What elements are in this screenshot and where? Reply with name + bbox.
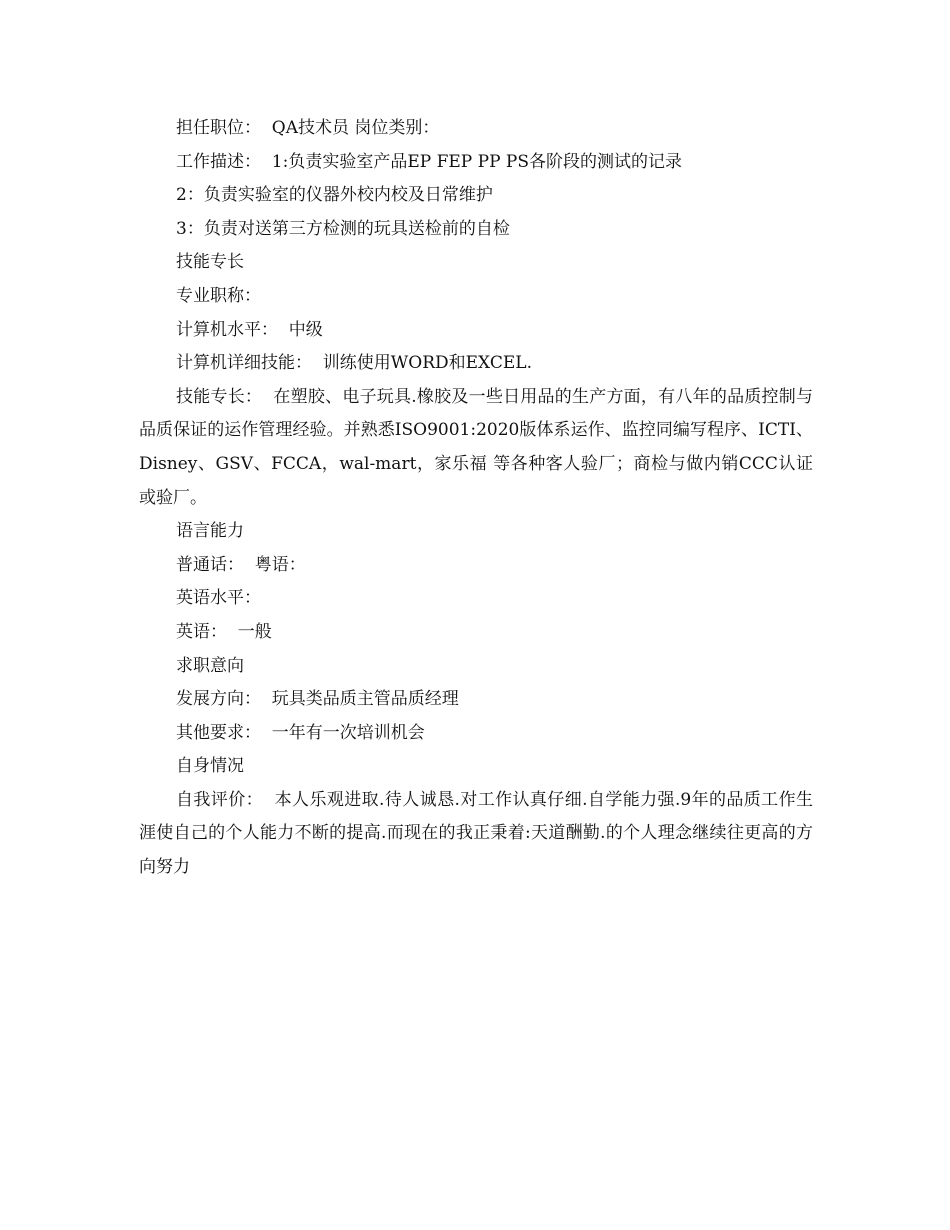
skills-heading: 技能专长 [176, 252, 244, 273]
english-line: 英语： 一般 [176, 621, 272, 642]
self-heading: 自身情况 [176, 756, 244, 777]
work-description-line: 工作描述： 1:负责实验室产品EP FEP PP PS各阶段的测试的记录 [176, 151, 683, 172]
work-item-2: 2：负责实验室的仪器外校内校及日常维护 [176, 185, 493, 206]
position-line: 担任职位： QA技术员 岗位类别： [176, 118, 440, 138]
computer-skills-line: 计算机详细技能： 训练使用WORD和EXCEL. [176, 353, 532, 374]
self-evaluation-paragraph: 自我评价： 本人乐观进取.待人诚恳.对工作认真仔细.自学能力强.9年的品质工作生涯使自己的个人能力不断的提高.而现在的我正秉着:天道酬勤.的个人理念继续往更高的方向努力 [139, 789, 813, 878]
development-direction-line: 发展方向： 玩具类品质主管品质经理 [176, 689, 459, 710]
job-intent-heading: 求职意向 [176, 655, 244, 676]
professional-title-line: 专业职称： [176, 285, 261, 306]
other-requirements-line: 其他要求： 一年有一次培训机会 [176, 722, 425, 743]
work-item-3: 3：负责对送第三方检测的玩具送检前的自检 [176, 218, 510, 239]
language-heading: 语言能力 [176, 521, 244, 542]
english-level-line: 英语水平： [176, 588, 261, 609]
resume-content [139, 112, 813, 885]
computer-level-line: 计算机水平： 中级 [176, 319, 323, 340]
mandarin-line: 普通话： 粤语： [176, 554, 306, 575]
skills-paragraph: 技能专长： 在塑胶、电子玩具.橡胶及一些日用品的生产方面，有八年的品质控制与品质保证的运作管理经验。并熟悉ISO9001:2020版体系运作、监控同编写程序、ICTI、Disney、GSV、FCCA，wal-mart，家乐福 等各种客人验厂；商检与做内销CCC认证或验厂。 [139, 386, 813, 508]
